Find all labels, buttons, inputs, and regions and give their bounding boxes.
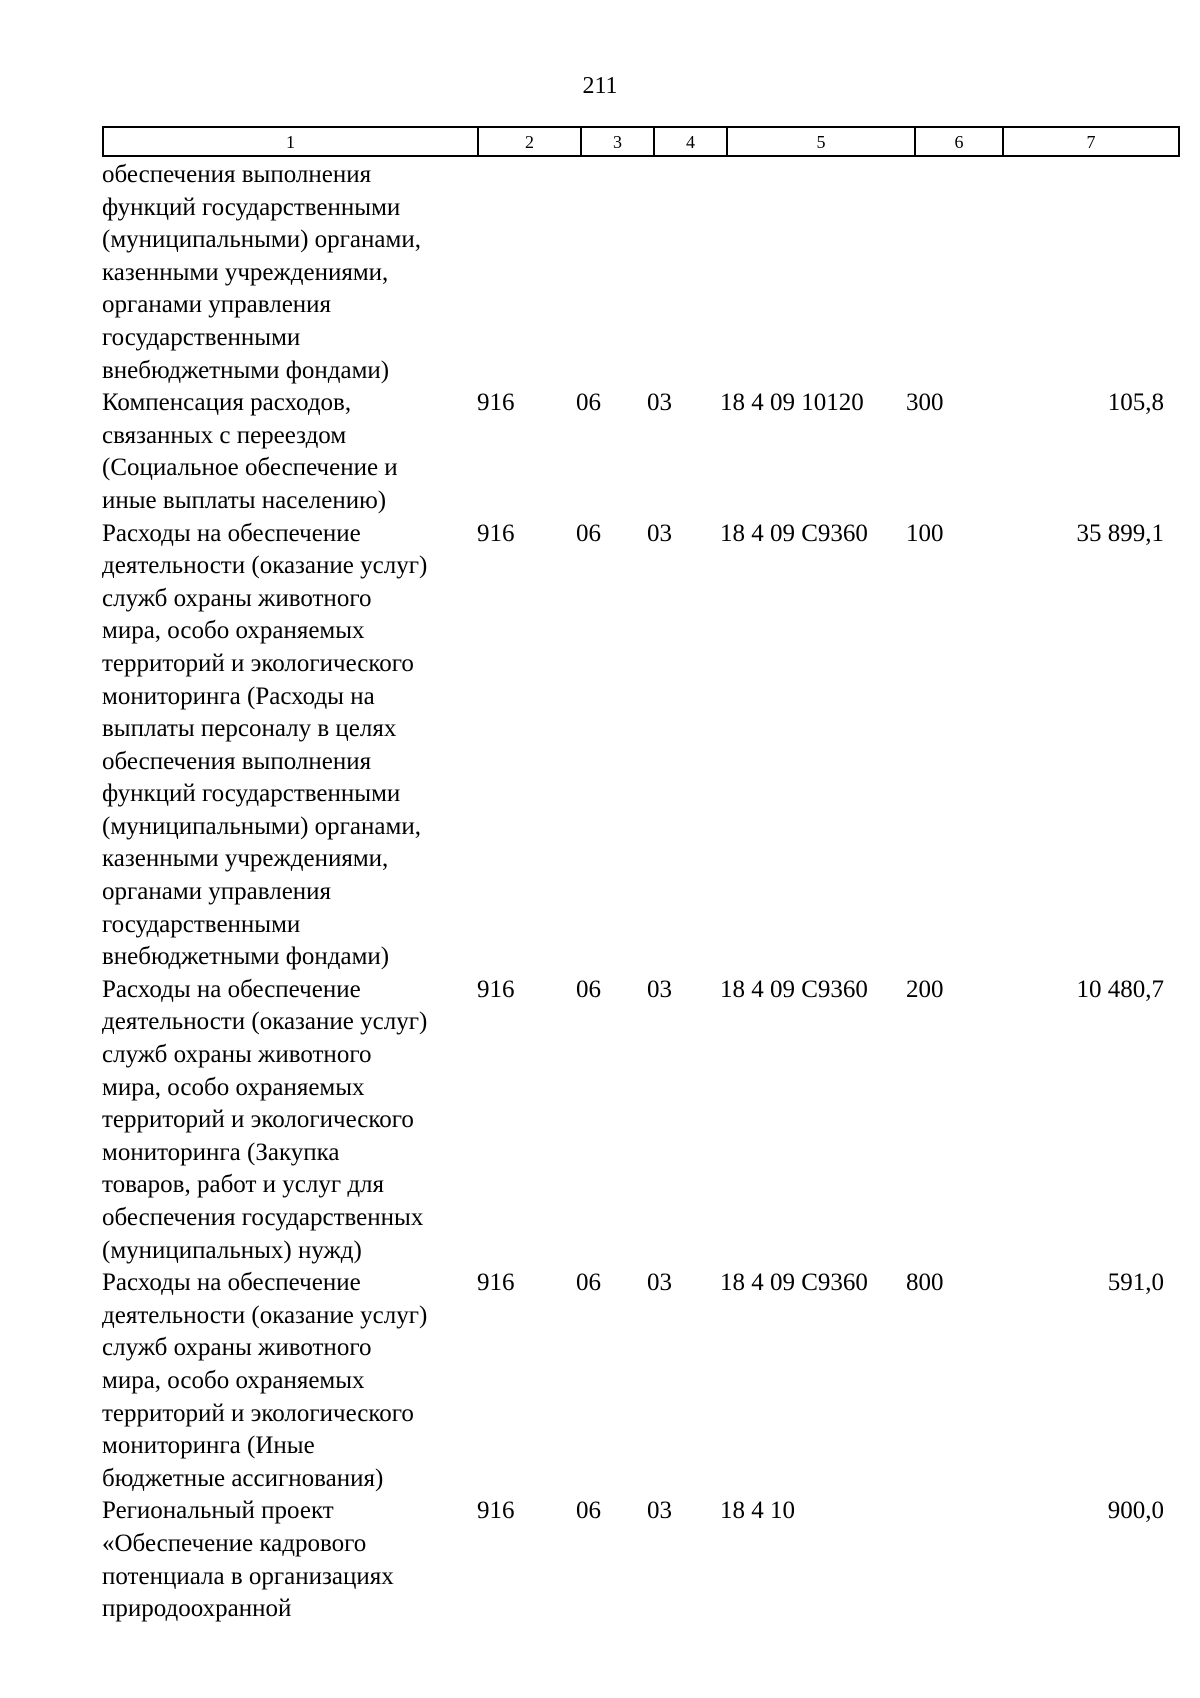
section-code: 06 [576,389,601,417]
row-description [102,518,475,974]
subsection-code: 03 [647,1497,672,1525]
target-article-code: 18 4 09 С9360 [720,519,868,547]
description-line: Расходы на обеспечение [102,519,361,547]
amount: 10 480,7 [1076,975,1164,1003]
description-line: (муниципальных) нужд) [102,1236,362,1264]
column-header-4: 4 [654,127,727,156]
section-code: 06 [576,1269,601,1297]
description-line: Компенсация расходов, [102,389,352,417]
description-line: казенными учреждениями, [102,258,389,286]
row-description [102,974,475,1267]
description-line: «Обеспечение кадрового [102,1529,367,1557]
description-line: служб охраны животного [102,1334,372,1362]
description-line: Расходы на обеспечение [102,975,361,1003]
target-article-code: 18 4 09 С9360 [720,1269,868,1297]
gr-code: 916 [477,1497,515,1525]
expense-type-code: 300 [906,389,944,417]
row-description [102,1267,475,1495]
section-code: 06 [576,1497,601,1525]
description-line: обеспечения государственных [102,1204,424,1231]
description-line: товаров, работ и услуг для [102,1171,385,1199]
gr-code: 916 [477,975,515,1003]
description-line: (муниципальными) органами, [102,812,421,840]
description-line: Расходы на обеспечение [102,1269,361,1297]
amount: 591,0 [1107,1269,1164,1297]
table-row [102,974,1164,1267]
description-line: связанных с переездом [102,421,347,449]
column-header-6: 6 [915,127,1003,156]
description-line: деятельности (оказание услуг) [102,552,428,580]
gr-code [475,159,576,387]
column-header-2: 2 [478,127,581,156]
description-line: территорий и экологического [102,649,414,677]
description-line: органами управления [102,878,332,906]
amount: 900,0 [1107,1497,1164,1525]
target-article-code: 18 4 09 10120 [720,389,864,417]
gr-code: 916 [477,1269,515,1297]
gr-code: 916 [477,389,515,417]
description-line: обеспечения выполнения [102,747,372,775]
description-line: природоохранной [102,1595,292,1623]
table-row [102,159,1164,387]
description-line: территорий и экологического [102,1399,414,1427]
expense-type-code: 100 [906,519,944,547]
description-line: иные выплаты населению) [102,486,387,514]
expense-type-code: 200 [906,975,944,1003]
description-line: мира, особо охраняемых [102,1366,365,1394]
row-description [102,159,475,387]
section-code: 06 [576,975,601,1003]
description-line: служб охраны животного [102,1041,372,1069]
column-header-1: 1 [103,127,478,156]
description-line: казенными учреждениями, [102,845,389,873]
expense-type-code: 800 [906,1269,944,1297]
description-line: государственными [102,323,301,351]
column-header-table [102,126,1180,157]
target-article-code: 18 4 09 С9360 [720,975,868,1003]
row-description [102,1495,475,1625]
subsection-code [647,159,718,387]
description-line: мониторинга (Иные [102,1432,315,1460]
subsection-code: 03 [647,389,672,417]
description-line: мира, особо охраняемых [102,617,365,645]
table-row [102,387,1164,517]
description-line: мониторинга (Закупка [102,1138,340,1166]
description-line: функций государственными [102,780,401,808]
amount: 105,8 [1107,389,1164,417]
subsection-code: 03 [647,1269,672,1297]
description-line: деятельности (оказание услуг) [102,1008,428,1036]
amount [990,159,1164,387]
description-line: служб охраны животного [102,584,372,612]
page-number: 211 [582,73,618,99]
description-line: (муниципальными) органами, [102,226,421,254]
description-line: потенциала в организациях [102,1562,394,1590]
column-header-7: 7 [1003,127,1179,156]
column-header-5: 5 [727,127,915,156]
table-row [102,1495,1164,1625]
table-row [102,1267,1164,1495]
subsection-code: 03 [647,519,672,547]
gr-code: 916 [477,519,515,547]
description-line: Региональный проект [102,1497,334,1525]
description-line: бюджетные ассигнования) [102,1464,384,1492]
description-line: внебюджетными фондами) [102,356,390,384]
row-description [102,387,475,517]
description-line: обеспечения выполнения [102,161,372,188]
expense-type-code [904,1495,990,1625]
description-line: мира, особо охраняемых [102,1073,365,1101]
description-line: функций государственными [102,193,401,221]
table-row [102,518,1164,974]
description-line: территорий и экологического [102,1106,414,1134]
description-line: (Социальное обеспечение и [102,454,398,482]
amount: 35 899,1 [1076,519,1164,547]
section-code [576,159,647,387]
description-line: выплаты персоналу в целях [102,715,397,743]
description-line: органами управления [102,291,332,319]
table-body [102,159,1164,1626]
description-line: деятельности (оказание услуг) [102,1301,428,1329]
description-line: государственными [102,910,301,938]
description-line: мониторинга (Расходы на [102,682,375,710]
column-header-row [103,127,1179,156]
description-line: внебюджетными фондами) [102,943,390,971]
subsection-code: 03 [647,975,672,1003]
column-header-3: 3 [581,127,654,156]
expense-type-code [904,159,990,387]
target-article-code [718,159,904,387]
section-code: 06 [576,519,601,547]
target-article-code: 18 4 10 [720,1497,795,1525]
